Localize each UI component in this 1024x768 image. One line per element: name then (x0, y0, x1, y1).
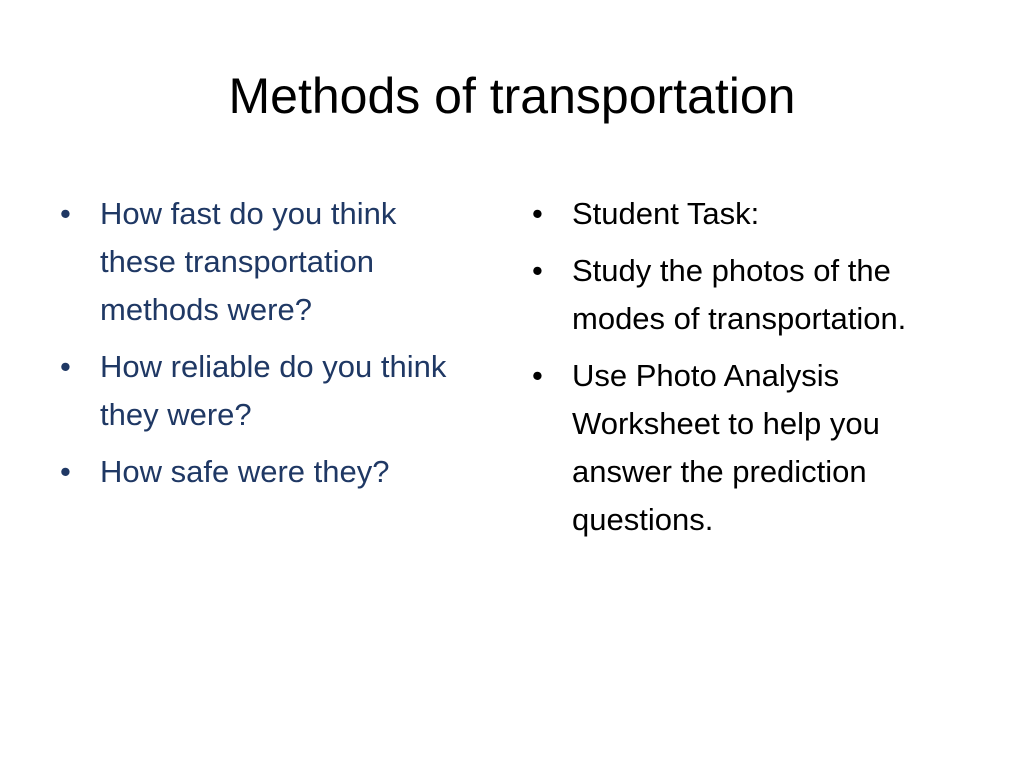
bullet-icon: • (532, 358, 543, 393)
bullet-icon: • (60, 454, 71, 489)
left-bullet-text: How safe were they? (100, 454, 390, 489)
right-bullet-text: Student Task: (572, 196, 760, 231)
right-bullet-item (530, 352, 970, 544)
right-bullet-text: Use Photo Analysis Worksheet to help you answer the prediction questions. (572, 358, 880, 537)
left-bullet-item (58, 190, 468, 334)
left-bullet-list (58, 190, 468, 505)
right-bullet-text: Study the photos of the modes of transportation. (572, 253, 907, 336)
left-bullet-item (58, 343, 468, 439)
left-bullet-item (58, 448, 468, 496)
slide-title: Methods of transportation (228, 68, 796, 124)
right-bullet-item (530, 247, 970, 343)
bullet-icon: • (60, 349, 71, 384)
bullet-icon: • (532, 196, 543, 231)
bullet-icon: • (532, 253, 543, 288)
bullet-icon: • (60, 196, 71, 231)
left-bullet-text: How fast do you think these transportation methods were? (100, 196, 397, 327)
right-bullet-list (530, 190, 970, 553)
right-bullet-item (530, 190, 970, 238)
left-bullet-text: How reliable do you think they were? (100, 349, 447, 432)
